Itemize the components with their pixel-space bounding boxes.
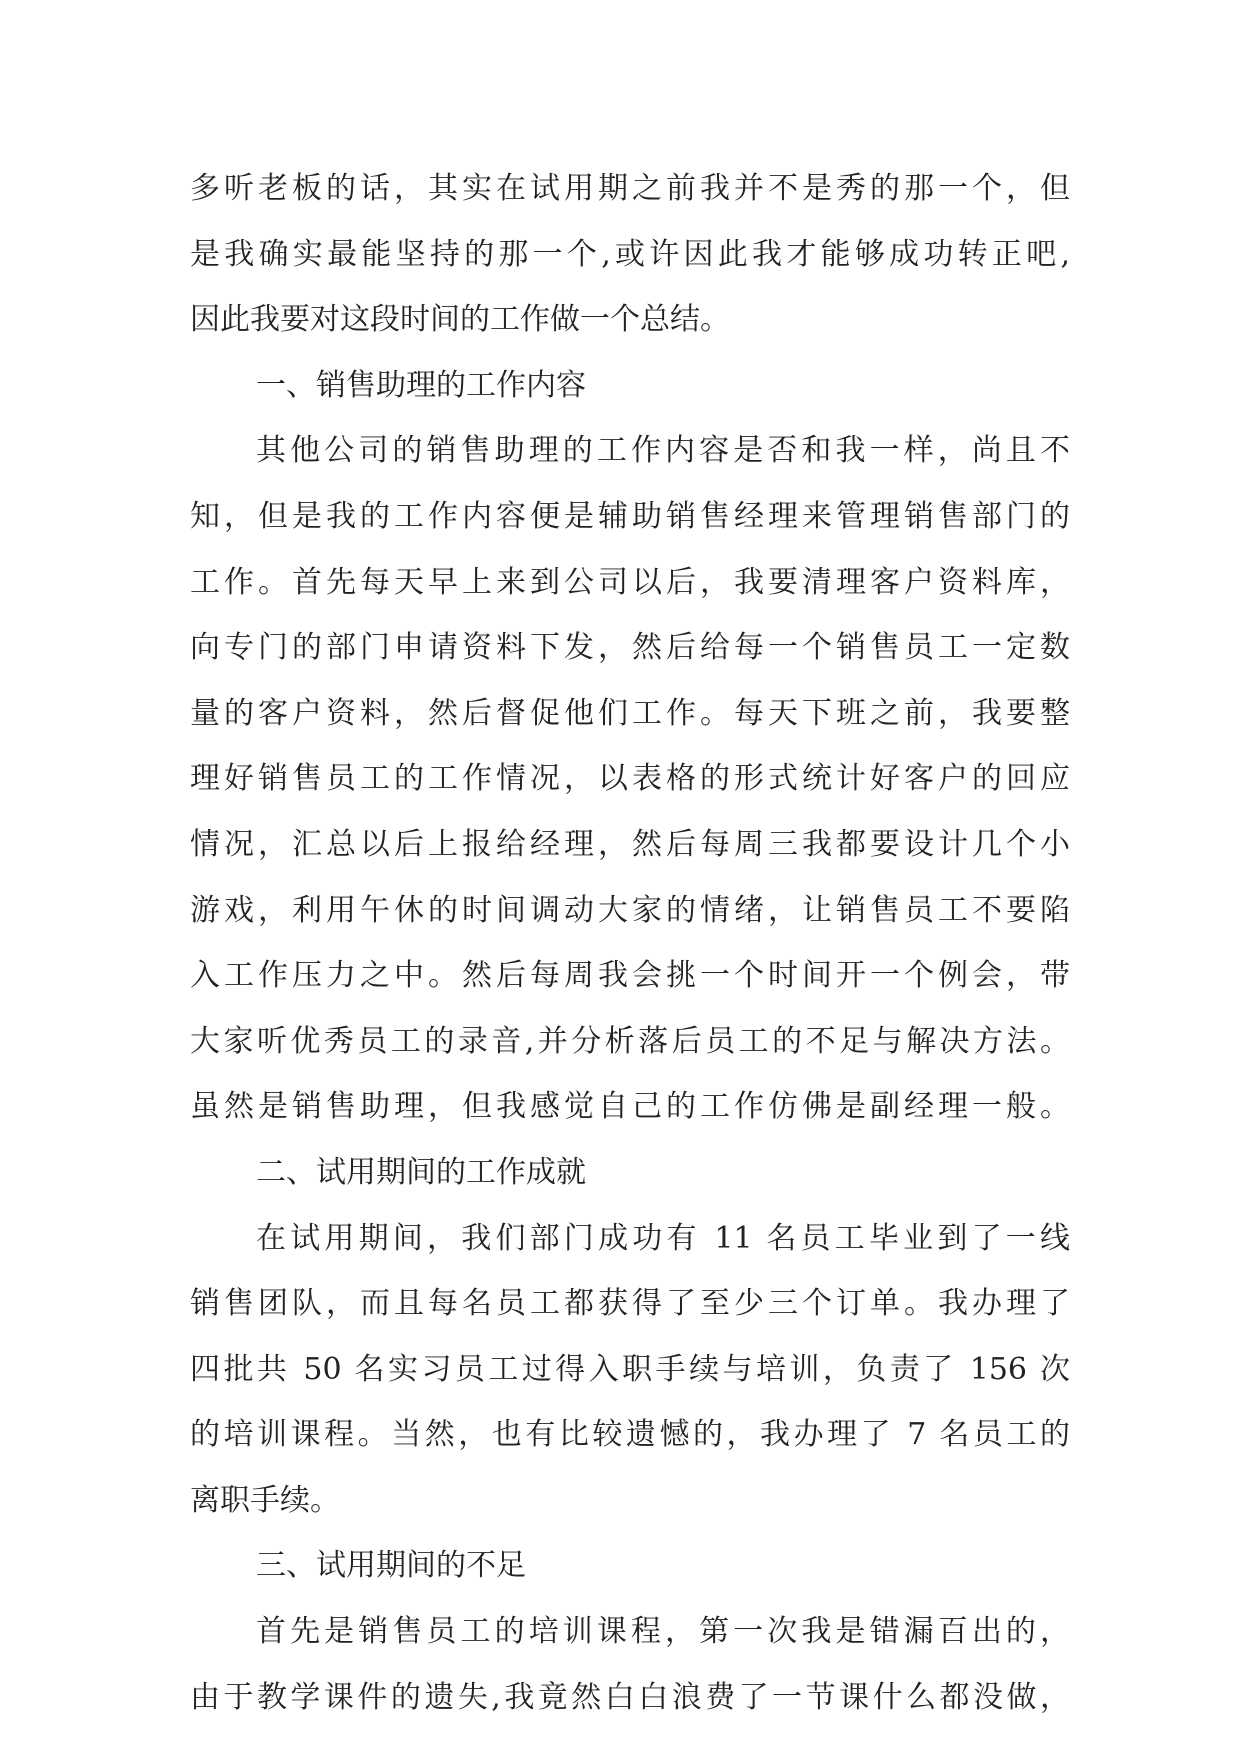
body-line-19: 四批共 50 名实习员工过得入职手续与培训，负责了 156 次 <box>190 1351 1070 1387</box>
body-line-9: 量的客户资料，然后督促他们工作。每天下班之前，我要整 <box>190 695 1070 731</box>
body-line-20: 的培训课程。当然，也有比较遗憾的，我办理了 7 名员工的 <box>190 1417 1070 1453</box>
body-line-23: 首先是销售员工的培训课程，第一次我是错漏百出的， <box>256 1614 1070 1650</box>
body-line-5: 其他公司的销售助理的工作内容是否和我一样，尚且不 <box>256 433 1070 469</box>
section-heading-1: 一、销售助理的工作内容 <box>256 367 586 403</box>
body-line-15: 虽然是销售助理，但我感觉自己的工作仿佛是副经理一般。 <box>190 1089 1070 1125</box>
body-line-11: 情况，汇总以后上报给经理，然后每周三我都要设计几个小 <box>190 826 1070 862</box>
body-line-3: 因此我要对这段时间的工作做一个总结。 <box>190 302 730 338</box>
body-line-17: 在试用期间，我们部门成功有 11 名员工毕业到了一线 <box>256 1220 1070 1256</box>
body-line-13: 入工作压力之中。然后每周我会挑一个时间开一个例会，带 <box>190 958 1070 994</box>
body-line-21: 离职手续。 <box>190 1482 340 1518</box>
body-line-7: 工作。首先每天早上来到公司以后，我要清理客户资料库， <box>190 564 1070 600</box>
body-line-1: 多听老板的话，其实在试用期之前我并不是秀的那一个，但 <box>190 171 1070 206</box>
section-heading-3: 三、试用期间的不足 <box>256 1548 526 1584</box>
body-line-12: 游戏，利用午休的时间调动大家的情绪，让销售员工不要陷 <box>190 892 1070 928</box>
body-line-24: 由于教学课件的遗失,我竟然白白浪费了一节课什么都没做， <box>190 1679 1070 1715</box>
body-line-6: 知，但是我的工作内容便是辅助销售经理来管理销售部门的 <box>190 498 1070 534</box>
document-body <box>190 156 1070 1730</box>
body-line-8: 向专门的部门申请资料下发，然后给每一个销售员工一定数 <box>190 630 1070 666</box>
body-line-14: 大家听优秀员工的录音,并分析落后员工的不足与解决方法。 <box>190 1023 1070 1059</box>
body-line-18: 销售团队，而且每名员工都获得了至少三个订单。我办理了 <box>190 1286 1070 1322</box>
section-heading-2: 二、试用期间的工作成就 <box>256 1154 586 1190</box>
body-line-2: 是我确实最能坚持的那一个,或许因此我才能够成功转正吧, <box>190 236 1070 272</box>
body-line-10: 理好销售员工的工作情况，以表格的形式统计好客户的回应 <box>190 761 1070 797</box>
